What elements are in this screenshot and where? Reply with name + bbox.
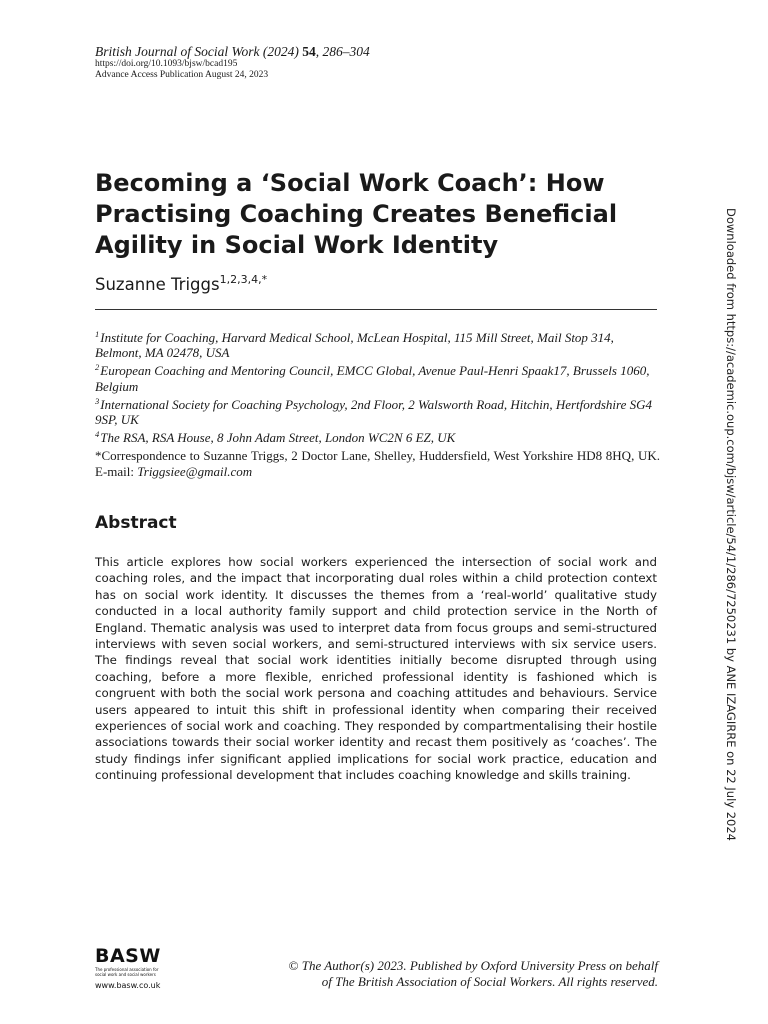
correspondence-email[interactable]: Triggsiee@gmail.com — [137, 463, 253, 479]
affiliation-text: Institute for Coaching, Harvard Medical School, McLean Hospital, 115 Mill Street, Mail Stop 314, Belmont, MA 02478, USA — [95, 330, 614, 361]
copyright-notice — [289, 958, 658, 989]
abstract-body: This article explores how social workers experienced the intersection of social work and coaching roles, and the impact that incorporating dual roles within a child protection context has on social work identity. It discusses the themes from a ‘real-world’ qualitative study conducted in a local authority family support and child protection service in the North of England. Thematic analysis was used to interpret data from focus groups and semi-structured interviews with seven social workers, and semi-structured interviews with six service users. The findings reveal that social work identities initially become disrupted through using coaching, before a more flexible, enriched professional identity is fashioned which is congruent with both the social work persona and coaching attitudes and behaviours. Service users appeared to intuit this shift in professional identity when comparing their received experiences of social work and coaching. They responded by compartmentalising their hostile associations towards their social worker identity and recast them positively as ‘coaches’. The study findings infer significant applied implications for social work practice, education and continuing professional development that includes coaching knowledge and skills training. — [95, 555, 657, 783]
affiliation-number: 1 — [95, 329, 100, 339]
title-divider — [95, 309, 657, 310]
affiliation-number: 3 — [95, 395, 100, 406]
download-watermark: Downloaded from https://academic.oup.com/bjsw/article/54/1/286/7250231 by ANE IZAGIRRE on 22 July 2024 — [724, 208, 738, 841]
article-title: Becoming a ‘Social Work Coach’: How Practising Coaching Creates Beneficial Agility in Social Work Identity — [95, 169, 618, 259]
advance-access-date: Advance Access Publication August 24, 2023 — [95, 69, 269, 80]
author-affiliation-marks: 1,2,3,4,* — [219, 273, 268, 286]
affiliation-text: International Society for Coaching Psychology, 2nd Floor, 2 Walsworth Road, Hitchin, Hertfordshire SG4 9SP, UK — [95, 396, 652, 428]
basw-url[interactable]: www.basw.co.uk — [95, 981, 161, 991]
affiliations — [95, 327, 660, 445]
correspondence-note — [95, 448, 660, 479]
affiliation-number: 4 — [95, 429, 100, 440]
affiliation-4 — [95, 427, 660, 445]
copyright-line-2: of The British Association of Social Workers. All rights reserved. — [321, 973, 658, 989]
copyright-icon: © — [288, 958, 299, 973]
journal-header — [95, 44, 370, 80]
affiliation-number: 2 — [95, 362, 100, 373]
doi-link[interactable]: https://doi.org/10.1093/bjsw/bcad195 — [95, 59, 238, 69]
author-name: Suzanne Triggs — [95, 275, 220, 294]
journal-citation — [95, 44, 370, 59]
basw-logo-tagline: The professional association for social work and social workers — [95, 967, 159, 977]
copyright-text-1: The Author(s) 2023. Published by Oxford University Press on behalf — [298, 958, 658, 973]
affiliation-1 — [95, 327, 660, 360]
journal-pages: , 286–304 — [315, 44, 370, 59]
affiliation-text: The RSA, RSA House, 8 John Adam Street, London WC2N 6 EZ, UK — [100, 430, 456, 446]
affiliation-3 — [95, 394, 660, 427]
affiliation-2 — [95, 360, 660, 393]
copyright-line-1 — [289, 958, 658, 974]
basw-logo-word: BASW — [95, 945, 161, 967]
author-line — [95, 273, 267, 294]
journal-volume: 54 — [302, 44, 316, 59]
basw-logo — [95, 946, 167, 990]
abstract-heading: Abstract — [95, 513, 177, 533]
affiliation-text: European Coaching and Mentoring Council, EMCC Global, Avenue Paul-Henri Spaak17, Brussels 1060, Belgium — [95, 363, 650, 394]
correspondence-text: *Correspondence to Suzanne Triggs, 2 Doctor Lane, Shelley, Huddersfield, West Yorkshire HD8 8HQ, UK. E-mail: — [95, 448, 660, 479]
journal-name: British Journal of Social Work (2024) — [95, 44, 299, 59]
